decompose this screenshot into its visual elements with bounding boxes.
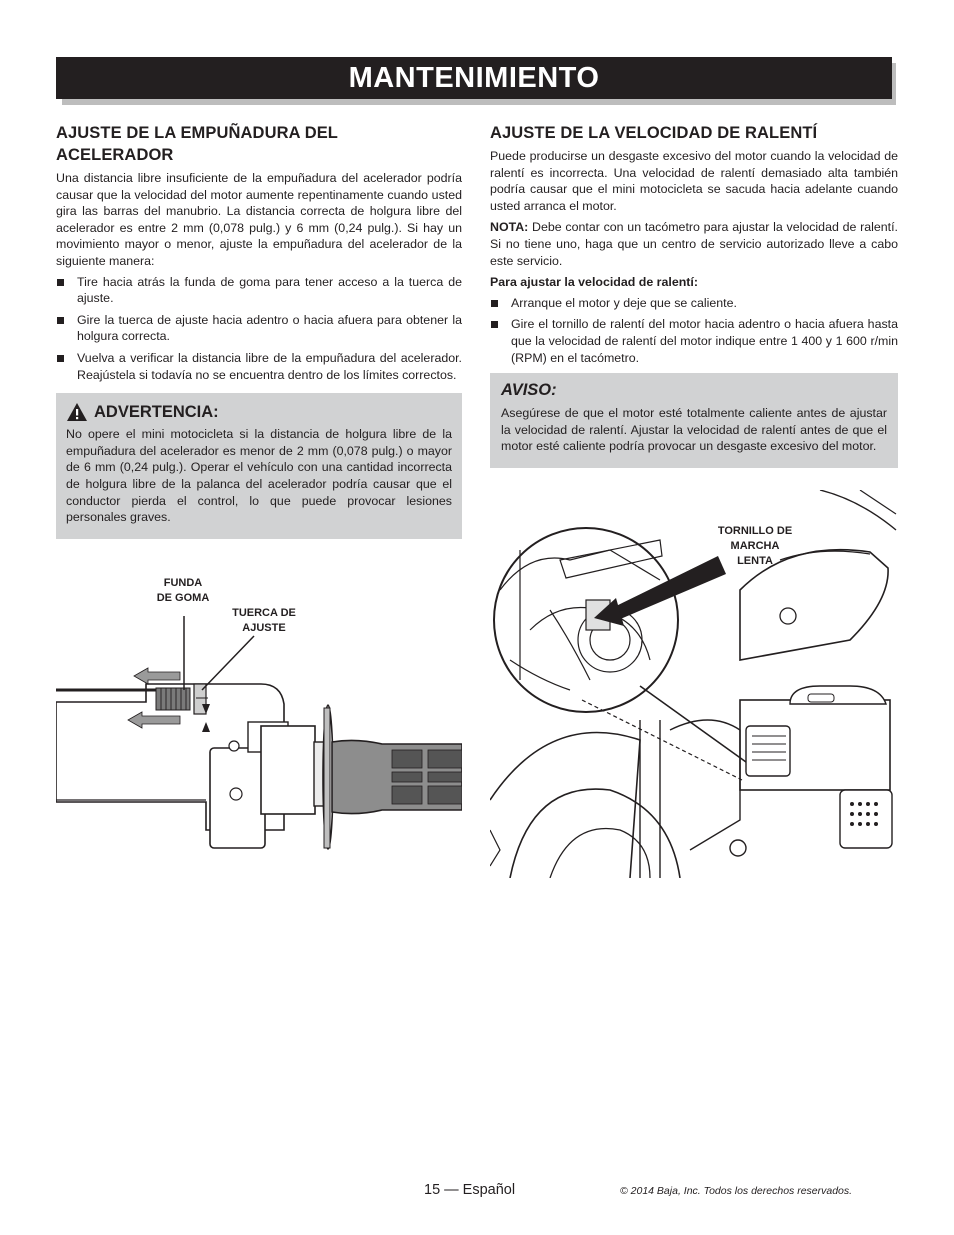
rubber-boot-label-line2: DE GOMA (156, 592, 210, 604)
procedure-label: Para ajustar la velocidad de ralentí: (490, 275, 698, 290)
idle-screw-label-line1: TORNILLO DE (717, 525, 793, 537)
throttle-section-heading (56, 122, 462, 166)
page-number: 15 — Español (424, 1182, 516, 1198)
throttle-steps (56, 274, 462, 384)
rubber-boot-label (148, 576, 218, 606)
right-column (490, 122, 898, 468)
list-item-text: Gire la tuerca de ajuste hacia adentro o hacia afuera para obtener la holgura correcta. (77, 312, 462, 344)
list-item-text: Tire hacia atrás la funda de goma para tener acceso a la tuerca de ajuste. (77, 274, 462, 306)
notice-box (490, 373, 898, 468)
list-item (490, 295, 898, 312)
copyright: © 2014 Baja, Inc. Todos los derechos reservados. (620, 1185, 853, 1197)
square-bullet-icon (57, 279, 64, 286)
warning-title: ADVERTENCIA: (94, 402, 219, 421)
square-bullet-icon (57, 317, 64, 324)
note-text: Debe contar con un tacómetro para ajustar la velocidad de ralentí. Si no tiene uno, haga que un centro de servicio autorizado lleve a cabo este servicio. (490, 220, 898, 268)
list-item-text: Gire el tornillo de ralentí del motor hacia adentro o hacia afuera hasta que la velocidad de ralentí del motor indique entre 1 400 y 1 600 r/min (RPM) en el tacómetro. (511, 317, 898, 365)
square-bullet-icon (57, 355, 64, 362)
warning-text: No opere el mini motocicleta si la distancia de holgura libre de la empuñadura del acelerador es menor de 2 mm (0,078 pulg.) o mayor de 6 mm (0,24 pulg.). Operar el vehículo con una cantidad incorrecta de holgura libre de la palanca del acelerador podría causar que el conductor pierda el control, lo que puede provocar lesiones personales graves. (66, 427, 452, 525)
idle-screw-label-line2: MARCHA (730, 540, 780, 552)
adjusting-nut-label (224, 606, 304, 636)
list-item-text: Vuelva a verificar la distancia libre de la empuñadura del acelerador. Reajústela si todavía no se encuentra dentro de los límites correctos. (77, 350, 462, 382)
idle-screw-label-line3: LENTA (737, 555, 773, 567)
notice-text: Asegúrese de que el motor esté totalmente caliente antes de ajustar la velocidad de ralentí. Ajustar la velocidad de ralentí antes de que el motor esté caliente podría provocar un desgaste excesivo del motor. (501, 406, 887, 454)
throttle-heading-line1: AJUSTE DE LA EMPUÑADURA DEL (56, 124, 338, 142)
idle-note (490, 219, 898, 269)
list-item (56, 350, 462, 383)
engine-drawing (490, 490, 898, 878)
adjusting-nut-label-line1: TUERCA DE (232, 607, 296, 619)
left-column (56, 122, 462, 539)
rubber-boot-label-line1: FUNDA (163, 577, 203, 589)
idle-steps (490, 295, 898, 366)
adjusting-nut-label-line2: AJUSTE (242, 622, 286, 634)
note-label: NOTA: (490, 220, 529, 235)
warning-header (66, 402, 452, 422)
idle-section-heading: AJUSTE DE LA VELOCIDAD DE RALENTÍ (490, 124, 818, 142)
idle-intro: Puede producirse un desgaste excesivo del motor cuando la velocidad de ralentí es incorrecta. Una velocidad de ralentí demasiado alta también podría causar que el mini motocicleta se sacuda hacia adelante cuando usted arranca el motor. (490, 149, 898, 213)
page-title: MANTENIMIENTO (348, 61, 600, 94)
list-item (56, 274, 462, 307)
list-item (56, 312, 462, 345)
warning-box (56, 393, 462, 539)
throttle-intro: Una distancia libre insuficiente de la empuñadura del acelerador podría causar que la velocidad del motor aumente repentinamente cuando usted gira las barras del manubrio. La distancia correcta de holgura libre del acelerador es entre 2 mm (0,078 pulg.) y 6 mm (0,24 pulg.). Si hay un movimiento mayor o menor, ajuste la empuñadura del acelerador de la siguiente manera: (56, 171, 462, 268)
idle-screw-label (710, 524, 800, 569)
idle-screw-illustration (490, 490, 898, 878)
notice-title: AVISO: (501, 381, 557, 400)
square-bullet-icon (491, 300, 498, 307)
throttle-grip-illustration (56, 572, 462, 872)
throttle-heading-line2: ACELERADOR (56, 146, 174, 164)
title-banner (56, 57, 892, 99)
square-bullet-icon (491, 321, 498, 328)
warning-triangle-icon (66, 402, 88, 422)
list-item (490, 316, 898, 366)
list-item-text: Arranque el motor y deje que se caliente. (511, 295, 737, 310)
